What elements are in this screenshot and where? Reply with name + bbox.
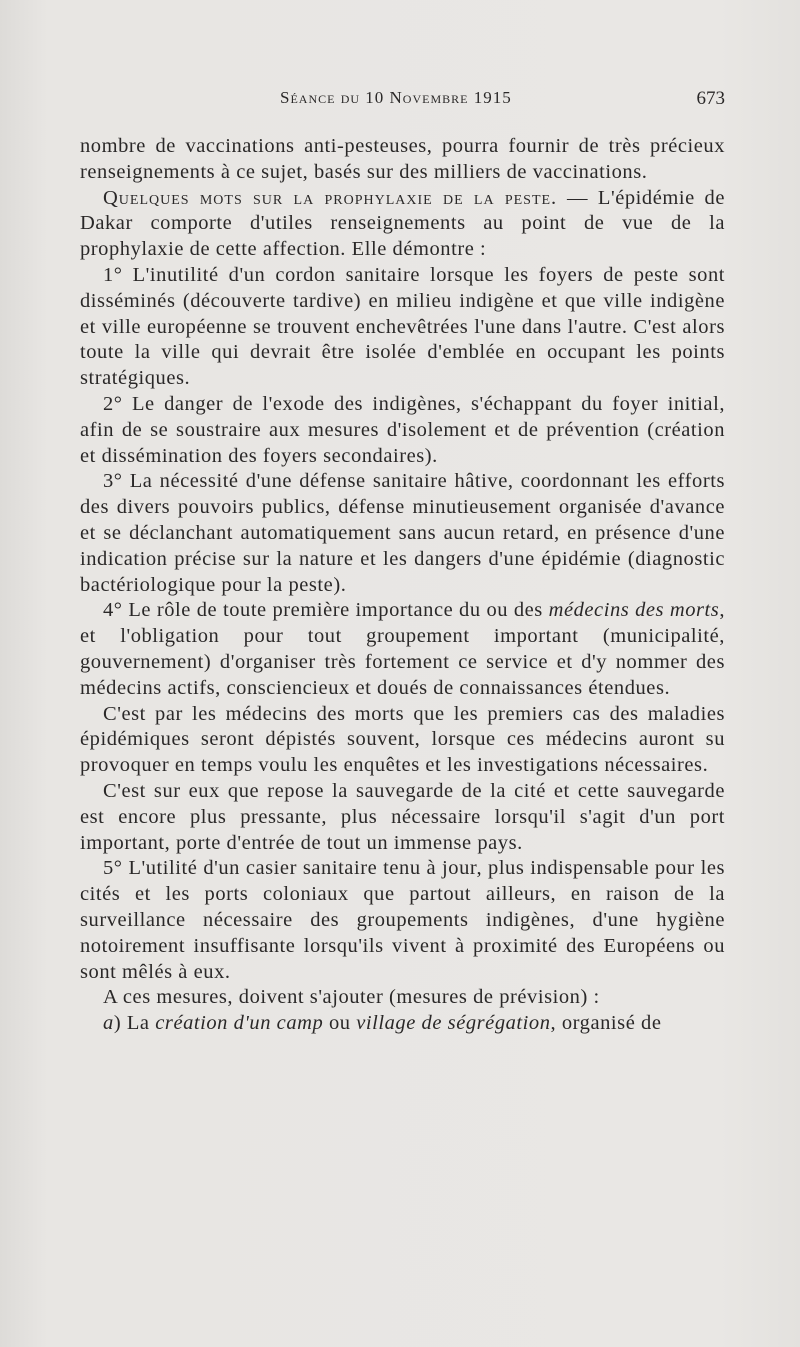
page-number: 673 <box>696 88 725 109</box>
paragraph: 2° Le danger de l'exode des indigènes, s'échappant du foyer initial, afin de se soustraire aux mesures d'isolement et de prévention (création et dissémination des foyers secondaires). <box>80 392 725 467</box>
paragraph <box>80 598 725 701</box>
paragraph-text: ou <box>323 1012 357 1035</box>
italic-term: création d'un camp <box>155 1012 324 1035</box>
paragraph-text: ) La <box>113 1012 156 1035</box>
paragraph-text: — L'épidémie de Dakar comporte d'utiles renseignements au point de vue de la prophylaxie de cette affection. Elle démontre : <box>80 186 726 261</box>
paragraph <box>80 1011 725 1037</box>
paragraph: 1° L'inutilité d'un cordon sanitaire lorsque les foyers de peste sont disséminés (découverte tardive) en milieu indigène et que ville indigène et ville européenne se trouvent enchevêtrées l'une dans l'autre. C'est alors toute la ville qui devrait être isolée d'emblée en occupant les points stratégiques. <box>80 263 725 390</box>
italic-term: médecins des morts <box>548 599 720 622</box>
paragraph-text: , organisé de <box>550 1012 662 1035</box>
paragraph: nombre de vaccinations anti-pesteuses, pourra fournir de très précieux renseignements à ce sujet, basés sur des milliers de vaccinations. <box>80 135 725 183</box>
body-text <box>80 134 725 1037</box>
paragraph-text: , et l'obligation pour tout groupement important (municipalité, gouvernement) d'organiser très fortement ce service et d'y nommer des médecins actifs, consciencieux et doués de connaissances étendues. <box>80 599 725 699</box>
italic-term: village de ségrégation <box>356 1012 551 1035</box>
paragraph-text: 4° Le rôle de toute première importance du ou des <box>103 599 549 622</box>
paragraph: C'est sur eux que repose la sauvegarde de la cité et cette sauvegarde est encore plus pressante, plus nécessaire lorsqu'il s'agit d'un port important, porte d'entrée de tout un immense pays. <box>80 779 725 854</box>
paragraph: 3° La nécessité d'une défense sanitaire hâtive, coordonnant les efforts des divers pouvoirs publics, défense minutieusement organisée d'avance et se déclanchant automatiquement sans aucun retard, en présence d'une indication précise sur la nature et les dangers d'une épidémie (diagnostic bactériologique pour la peste). <box>80 470 725 596</box>
list-label: a <box>103 1012 114 1035</box>
paragraph: C'est par les médecins des morts que les premiers cas des maladies épidémiques seront dépistés souvent, lorsque ces médecins auront su provoquer en temps voulu les enquêtes et les investigations nécessaires. <box>80 702 725 777</box>
section-heading: Quelques mots sur la prophylaxie de la peste. <box>103 186 558 209</box>
paragraph: A ces mesures, doivent s'ajouter (mesures de prévision) : <box>103 986 600 1009</box>
paragraph <box>80 186 725 263</box>
page-header <box>80 88 725 116</box>
paragraph: 5° L'utilité d'un casier sanitaire tenu à jour, plus indispensable pour les cités et les ports coloniaux que partout ailleurs, en raison de la surveillance nécessaire des groupements indigènes, d'une hygiène notoirement insuffisante lorsqu'ils vivent à proximité des Européens ou sont mêlés à eux. <box>80 857 725 983</box>
running-head: Séance du 10 Novembre 1915 <box>280 88 512 107</box>
